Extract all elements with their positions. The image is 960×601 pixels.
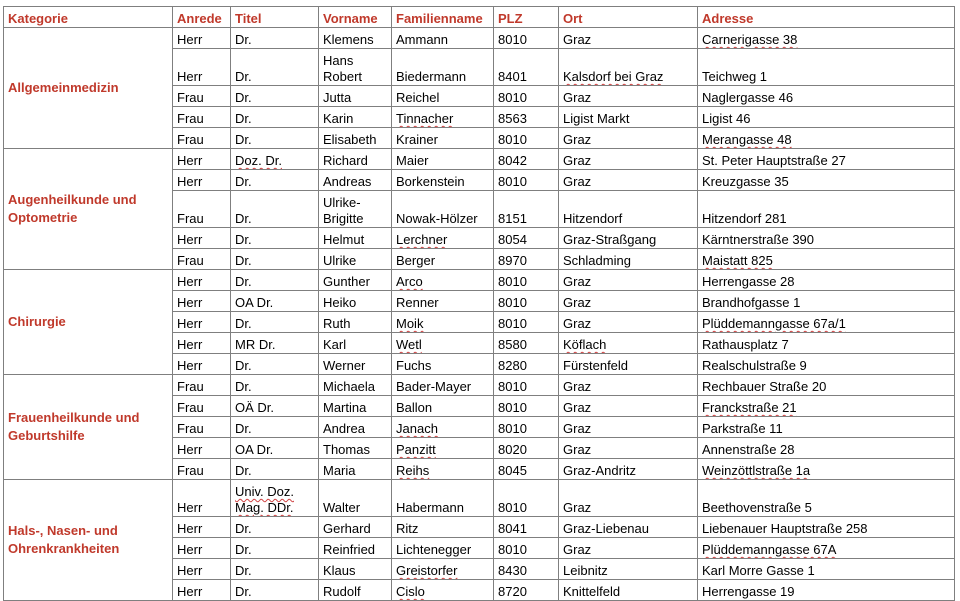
familienname-cell — [392, 580, 494, 601]
plz-cell: 8720 — [494, 580, 559, 601]
adresse-cell: Rathausplatz 7 — [698, 333, 955, 354]
titel-cell: Dr. — [231, 312, 319, 333]
vorname-cell: Richard — [319, 149, 392, 170]
anrede-cell: Herr — [173, 438, 231, 459]
header-titel: Titel — [231, 7, 319, 28]
adresse-cell: Annenstraße 28 — [698, 438, 955, 459]
titel-cell: Dr. — [231, 86, 319, 107]
adresse-cell: Herrengasse 19 — [698, 580, 955, 601]
plz-cell: 8010 — [494, 28, 559, 49]
plz-cell: 8401 — [494, 49, 559, 86]
vorname-cell: Reinfried — [319, 538, 392, 559]
ort-cell: Graz — [559, 538, 698, 559]
familienname-text: Greistorfer — [396, 563, 458, 578]
header-row — [4, 7, 955, 28]
vorname-cell: Andreas — [319, 170, 392, 191]
familienname-text: Cislo — [396, 584, 425, 599]
plz-cell: 8045 — [494, 459, 559, 480]
familienname-cell — [392, 333, 494, 354]
anrede-cell: Frau — [173, 191, 231, 228]
doctor-table — [3, 6, 955, 601]
header-adresse: Adresse — [698, 7, 955, 28]
plz-cell: 8010 — [494, 170, 559, 191]
anrede-cell: Herr — [173, 49, 231, 86]
plz-cell: 8010 — [494, 480, 559, 517]
anrede-cell: Frau — [173, 128, 231, 149]
titel-cell: Dr. — [231, 228, 319, 249]
titel-cell: Dr. — [231, 417, 319, 438]
ort-cell: Graz — [559, 170, 698, 191]
adresse-cell: Liebenauer Hauptstraße 258 — [698, 517, 955, 538]
ort-cell: Graz — [559, 128, 698, 149]
adresse-text: Maistatt 825 — [702, 253, 773, 268]
familienname-cell: Maier — [392, 149, 494, 170]
category-cell: Chirurgie — [4, 270, 173, 375]
vorname-cell: Rudolf — [319, 580, 392, 601]
adresse-cell — [698, 28, 955, 49]
anrede-cell: Herr — [173, 559, 231, 580]
vorname-cell: Andrea — [319, 417, 392, 438]
vorname-cell: Ulrike — [319, 249, 392, 270]
familienname-cell: Ritz — [392, 517, 494, 538]
anrede-cell: Herr — [173, 270, 231, 291]
vorname-cell: Karin — [319, 107, 392, 128]
plz-cell: 8010 — [494, 396, 559, 417]
familienname-text: Panzitt — [396, 442, 436, 457]
vorname-cell: Thomas — [319, 438, 392, 459]
header-vorname: Vorname — [319, 7, 392, 28]
plz-cell: 8041 — [494, 517, 559, 538]
titel-cell: Dr. — [231, 28, 319, 49]
ort-cell: Graz-Andritz — [559, 459, 698, 480]
vorname-cell: Karl — [319, 333, 392, 354]
header-plz: PLZ — [494, 7, 559, 28]
adresse-cell: Karl Morre Gasse 1 — [698, 559, 955, 580]
table-row — [4, 375, 955, 396]
anrede-cell: Frau — [173, 249, 231, 270]
vorname-cell: Ulrike-Brigitte — [319, 191, 392, 228]
plz-cell: 8280 — [494, 354, 559, 375]
anrede-cell: Herr — [173, 354, 231, 375]
familienname-text: Arco — [396, 274, 423, 289]
vorname-cell: Walter — [319, 480, 392, 517]
titel-cell: Dr. — [231, 517, 319, 538]
familienname-cell — [392, 559, 494, 580]
header-ort: Ort — [559, 7, 698, 28]
familienname-text: Lerchner — [396, 232, 448, 247]
category-cell: Augenheilkunde und Optometrie — [4, 149, 173, 270]
adresse-cell — [698, 128, 955, 149]
ort-text: Köflach — [563, 337, 607, 352]
ort-cell: Leibnitz — [559, 559, 698, 580]
titel-cell: OA Dr. — [231, 438, 319, 459]
titel-cell — [231, 149, 319, 170]
familienname-cell: Bader-Mayer — [392, 375, 494, 396]
anrede-cell: Herr — [173, 480, 231, 517]
familienname-cell: Borkenstein — [392, 170, 494, 191]
familienname-cell — [392, 270, 494, 291]
adresse-cell: Ligist 46 — [698, 107, 955, 128]
anrede-cell: Frau — [173, 86, 231, 107]
titel-text: Univ. Doz. Mag. DDr. — [235, 484, 294, 515]
anrede-cell: Frau — [173, 396, 231, 417]
titel-cell: MR Dr. — [231, 333, 319, 354]
familienname-cell — [392, 417, 494, 438]
ort-cell: Graz — [559, 291, 698, 312]
ort-cell: Graz — [559, 480, 698, 517]
adresse-cell: Naglergasse 46 — [698, 86, 955, 107]
ort-cell — [559, 333, 698, 354]
plz-cell: 8010 — [494, 538, 559, 559]
adresse-cell: Kreuzgasse 35 — [698, 170, 955, 191]
ort-cell: Graz — [559, 396, 698, 417]
adresse-text: Plüddemanngasse 67A — [702, 542, 837, 557]
familienname-cell: Renner — [392, 291, 494, 312]
anrede-cell: Herr — [173, 580, 231, 601]
ort-text: Kalsdorf bei Graz — [563, 69, 664, 84]
adresse-cell: Realschulstraße 9 — [698, 354, 955, 375]
titel-cell: Dr. — [231, 128, 319, 149]
anrede-cell: Frau — [173, 417, 231, 438]
ort-cell: Hitzendorf — [559, 191, 698, 228]
ort-cell: Graz — [559, 270, 698, 291]
titel-cell: Dr. — [231, 354, 319, 375]
titel-cell — [231, 480, 319, 517]
adresse-cell: Parkstraße 11 — [698, 417, 955, 438]
ort-cell: Graz — [559, 312, 698, 333]
category-cell: Frauenheilkunde und Geburtshilfe — [4, 375, 173, 480]
ort-cell: Schladming — [559, 249, 698, 270]
vorname-cell: Hans Robert — [319, 49, 392, 86]
familienname-text: Janach — [396, 421, 438, 436]
anrede-cell: Herr — [173, 170, 231, 191]
titel-text: Doz. Dr. — [235, 153, 282, 168]
plz-cell: 8010 — [494, 291, 559, 312]
plz-cell: 8010 — [494, 417, 559, 438]
vorname-cell: Gerhard — [319, 517, 392, 538]
vorname-cell: Elisabeth — [319, 128, 392, 149]
vorname-cell: Jutta — [319, 86, 392, 107]
titel-cell: Dr. — [231, 538, 319, 559]
header-anrede: Anrede — [173, 7, 231, 28]
plz-cell: 8970 — [494, 249, 559, 270]
table-row — [4, 480, 955, 517]
familienname-cell: Habermann — [392, 480, 494, 517]
anrede-cell: Frau — [173, 375, 231, 396]
adresse-cell — [698, 249, 955, 270]
anrede-cell: Herr — [173, 149, 231, 170]
ort-cell: Graz — [559, 149, 698, 170]
ort-cell: Graz — [559, 28, 698, 49]
plz-cell: 8563 — [494, 107, 559, 128]
titel-cell: Dr. — [231, 49, 319, 86]
vorname-cell: Maria — [319, 459, 392, 480]
plz-cell: 8010 — [494, 375, 559, 396]
titel-cell: OA Dr. — [231, 291, 319, 312]
ort-cell: Ligist Markt — [559, 107, 698, 128]
plz-cell: 8580 — [494, 333, 559, 354]
adresse-cell: Kärntnerstraße 390 — [698, 228, 955, 249]
vorname-cell: Martina — [319, 396, 392, 417]
titel-cell: OÄ Dr. — [231, 396, 319, 417]
adresse-cell: Herrengasse 28 — [698, 270, 955, 291]
ort-cell: Graz — [559, 86, 698, 107]
adresse-cell: Hitzendorf 281 — [698, 191, 955, 228]
plz-cell: 8010 — [494, 270, 559, 291]
plz-cell: 8042 — [494, 149, 559, 170]
vorname-cell: Klemens — [319, 28, 392, 49]
familienname-cell — [392, 228, 494, 249]
titel-cell: Dr. — [231, 107, 319, 128]
ort-cell: Fürstenfeld — [559, 354, 698, 375]
adresse-cell: St. Peter Hauptstraße 27 — [698, 149, 955, 170]
anrede-cell: Herr — [173, 28, 231, 49]
titel-cell: Dr. — [231, 580, 319, 601]
vorname-cell: Michaela — [319, 375, 392, 396]
anrede-cell: Frau — [173, 107, 231, 128]
adresse-text: Franckstraße 21 — [702, 400, 797, 415]
adresse-text: Merangasse 48 — [702, 132, 792, 147]
vorname-cell: Ruth — [319, 312, 392, 333]
familienname-cell — [392, 438, 494, 459]
familienname-text: Tinnacher — [396, 111, 454, 126]
adresse-cell — [698, 538, 955, 559]
anrede-cell: Herr — [173, 333, 231, 354]
titel-cell: Dr. — [231, 249, 319, 270]
vorname-cell: Helmut — [319, 228, 392, 249]
anrede-cell: Herr — [173, 517, 231, 538]
ort-cell — [559, 49, 698, 86]
header-kategorie: Kategorie — [4, 7, 173, 28]
ort-cell: Graz-Straßgang — [559, 228, 698, 249]
plz-cell: 8010 — [494, 128, 559, 149]
ort-cell: Graz — [559, 438, 698, 459]
category-cell: Allgemeinmedizin — [4, 28, 173, 149]
titel-cell: Dr. — [231, 375, 319, 396]
familienname-cell — [392, 312, 494, 333]
adresse-cell — [698, 459, 955, 480]
anrede-cell: Frau — [173, 459, 231, 480]
familienname-cell: Berger — [392, 249, 494, 270]
adresse-cell: Brandhofgasse 1 — [698, 291, 955, 312]
familienname-text: Moik — [396, 316, 424, 331]
vorname-cell: Klaus — [319, 559, 392, 580]
ort-cell: Graz-Liebenau — [559, 517, 698, 538]
adresse-text: Plüddemanngasse 67a/1 — [702, 316, 846, 331]
familienname-cell: Fuchs — [392, 354, 494, 375]
table-row — [4, 149, 955, 170]
adresse-cell: Teichweg 1 — [698, 49, 955, 86]
category-cell: Hals-, Nasen- und Ohrenkrankheiten — [4, 480, 173, 601]
ort-cell: Graz — [559, 417, 698, 438]
anrede-cell: Herr — [173, 538, 231, 559]
familienname-cell: Ballon — [392, 396, 494, 417]
familienname-cell: Krainer — [392, 128, 494, 149]
familienname-cell — [392, 107, 494, 128]
titel-cell: Dr. — [231, 270, 319, 291]
familienname-cell: Ammann — [392, 28, 494, 49]
titel-cell: Dr. — [231, 459, 319, 480]
plz-cell: 8010 — [494, 312, 559, 333]
familienname-cell: Reichel — [392, 86, 494, 107]
adresse-cell: Beethovenstraße 5 — [698, 480, 955, 517]
vorname-cell: Heiko — [319, 291, 392, 312]
adresse-text: Carnerigasse 38 — [702, 32, 798, 47]
plz-cell: 8054 — [494, 228, 559, 249]
familienname-text: Reihs — [396, 463, 430, 478]
familienname-cell — [392, 459, 494, 480]
header-familienname: Familienname — [392, 7, 494, 28]
ort-cell: Graz — [559, 375, 698, 396]
plz-cell: 8430 — [494, 559, 559, 580]
anrede-cell: Herr — [173, 291, 231, 312]
adresse-cell: Rechbauer Straße 20 — [698, 375, 955, 396]
vorname-cell: Gunther — [319, 270, 392, 291]
familienname-cell: Nowak-Hölzer — [392, 191, 494, 228]
titel-cell: Dr. — [231, 191, 319, 228]
familienname-cell: Lichtenegger — [392, 538, 494, 559]
plz-cell: 8020 — [494, 438, 559, 459]
titel-cell: Dr. — [231, 170, 319, 191]
plz-cell: 8010 — [494, 86, 559, 107]
table-row — [4, 28, 955, 49]
adresse-cell — [698, 312, 955, 333]
titel-cell: Dr. — [231, 559, 319, 580]
familienname-text: Wetl — [396, 337, 422, 352]
ort-cell: Knittelfeld — [559, 580, 698, 601]
plz-cell: 8151 — [494, 191, 559, 228]
anrede-cell: Herr — [173, 312, 231, 333]
adresse-cell — [698, 396, 955, 417]
anrede-cell: Herr — [173, 228, 231, 249]
table-row — [4, 270, 955, 291]
vorname-cell: Werner — [319, 354, 392, 375]
adresse-text: Weinzöttlstraße 1a — [702, 463, 811, 478]
familienname-cell: Biedermann — [392, 49, 494, 86]
